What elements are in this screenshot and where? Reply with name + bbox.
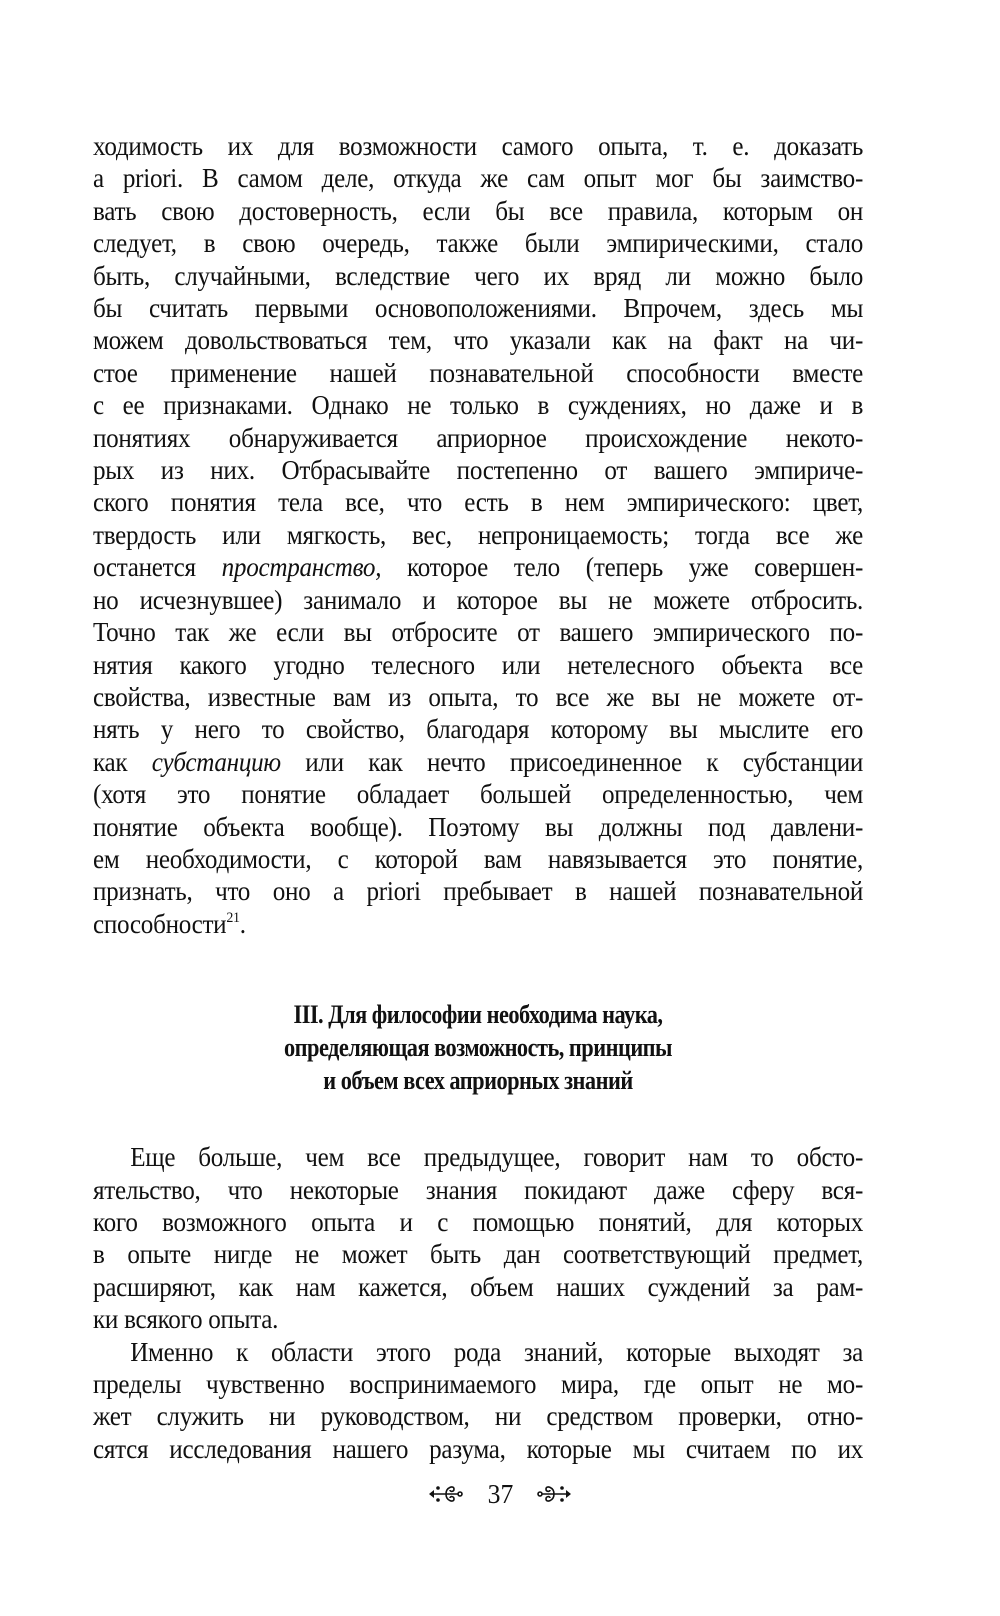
text-line: следует, в свою очередь, также были эмпирическими, стало	[93, 228, 864, 259]
text-line: бы считать первыми основоположениями. Впрочем, здесь мы	[93, 293, 864, 324]
text-line: рых из них. Отбрасывайте постепенно от вашего эмпириче-	[93, 455, 864, 486]
text-line: Точно так же если вы отбросите от вашего эмпирического по-	[93, 617, 864, 648]
text-line: свойства, известные вам из опыта, то все же вы не можете от-	[93, 681, 864, 712]
text-segment: как	[93, 746, 152, 777]
italic-term-substance: субстанцию	[151, 746, 281, 777]
text-line: (хотя это понятие обладает большей определенностью, чем	[93, 779, 864, 810]
page-footer	[0, 1475, 1000, 1510]
text-line: нятия какого угодно телесного или нетелесного объекта все	[93, 649, 864, 680]
text-line: но исчезнувшее) занимало и которое вы не можете отбросить.	[93, 584, 864, 615]
text-line: Еще больше, чем все предыдущее, говорит нам то обсто-	[130, 1142, 864, 1173]
heading-line: и объем всех априорных знаний	[323, 1066, 633, 1096]
text-line: ходимость их для возможности самого опыта, т. е. доказать	[93, 131, 864, 161]
text-segment: способности	[93, 908, 227, 939]
text-line: кого возможного опыта и с помощью понятий, для которых	[93, 1206, 864, 1237]
text-line: быть, случайными, вследствие чего их вряд ли можно было	[93, 260, 864, 291]
spacer	[93, 1097, 863, 1141]
text-segment: останется	[93, 552, 222, 583]
fleuron-left-icon	[428, 1479, 464, 1509]
text-segment: которое тело (теперь уже совершен-	[381, 552, 864, 583]
text-line: ки всякого опыта.	[93, 1304, 279, 1335]
text-line: твердость или мягкость, вес, непроницаемость; тогда все же	[93, 519, 864, 550]
text-line: ем необходимости, с которой вам навязывается это понятие,	[93, 843, 864, 874]
text-line: вать свою достоверность, если бы все правила, которым он	[93, 195, 864, 226]
heading-line: III. Для философии необходима наука,	[293, 1000, 663, 1030]
page-number: 37	[487, 1478, 513, 1509]
fleuron-right-icon	[536, 1479, 572, 1509]
text-line: ятельство, что некоторые знания покидают даже сферу вся-	[93, 1174, 864, 1205]
text-line	[93, 551, 863, 583]
text-line: Именно к области этого рода знаний, которые выходят за	[130, 1336, 864, 1367]
text-line: расширяют, как нам кажется, объем наших суждений за рам-	[93, 1271, 864, 1302]
text-line: понятиях обнаруживается априорное происхождение некото-	[93, 422, 864, 453]
text-line: нять у него то свойство, благодаря которому вы мыслите его	[93, 714, 864, 745]
text-line	[93, 908, 863, 940]
text-line: понятие объекта вообще). Поэтому вы должны под давлени-	[93, 811, 864, 842]
text-line: жет служить ни руководством, ни средством проверки, отно-	[93, 1401, 864, 1432]
text-line: сятся исследования нашего разума, которые мы считаем по их	[93, 1433, 864, 1464]
text-segment: или как нечто присоединенное к субстанции	[280, 746, 864, 777]
text-line: a priori. В самом деле, откуда же сам опыт мог бы заимство-	[93, 163, 864, 194]
italic-term-space: пространство,	[221, 552, 382, 583]
paragraph-1	[93, 130, 863, 940]
paragraph-2	[93, 1141, 863, 1335]
section-heading	[93, 998, 863, 1097]
text-line: стое применение нашей познавательной способности вместе	[93, 357, 864, 388]
text-segment: .	[239, 908, 246, 939]
book-page	[93, 130, 863, 1465]
text-line: признать, что оно a priori пребывает в нашей познавательной	[93, 876, 864, 907]
text-line: пределы чувственно воспринимаемого мира, где опыт не мо-	[93, 1369, 864, 1399]
text-line: с ее признаками. Однако не только в суждениях, но даже и в	[93, 390, 864, 421]
text-line: можем довольствоваться тем, что указали как на факт на чи-	[93, 325, 864, 356]
text-line: в опыте нигде не может быть дан соответствующий предмет,	[93, 1239, 864, 1270]
text-line	[93, 746, 863, 778]
footnote-reference[interactable]: 21	[226, 909, 240, 926]
paragraph-3	[93, 1336, 863, 1466]
text-line: ского понятия тела все, что есть в нем эмпирического: цвет,	[93, 487, 864, 518]
heading-line: определяющая возможность, принципы	[283, 1033, 672, 1063]
